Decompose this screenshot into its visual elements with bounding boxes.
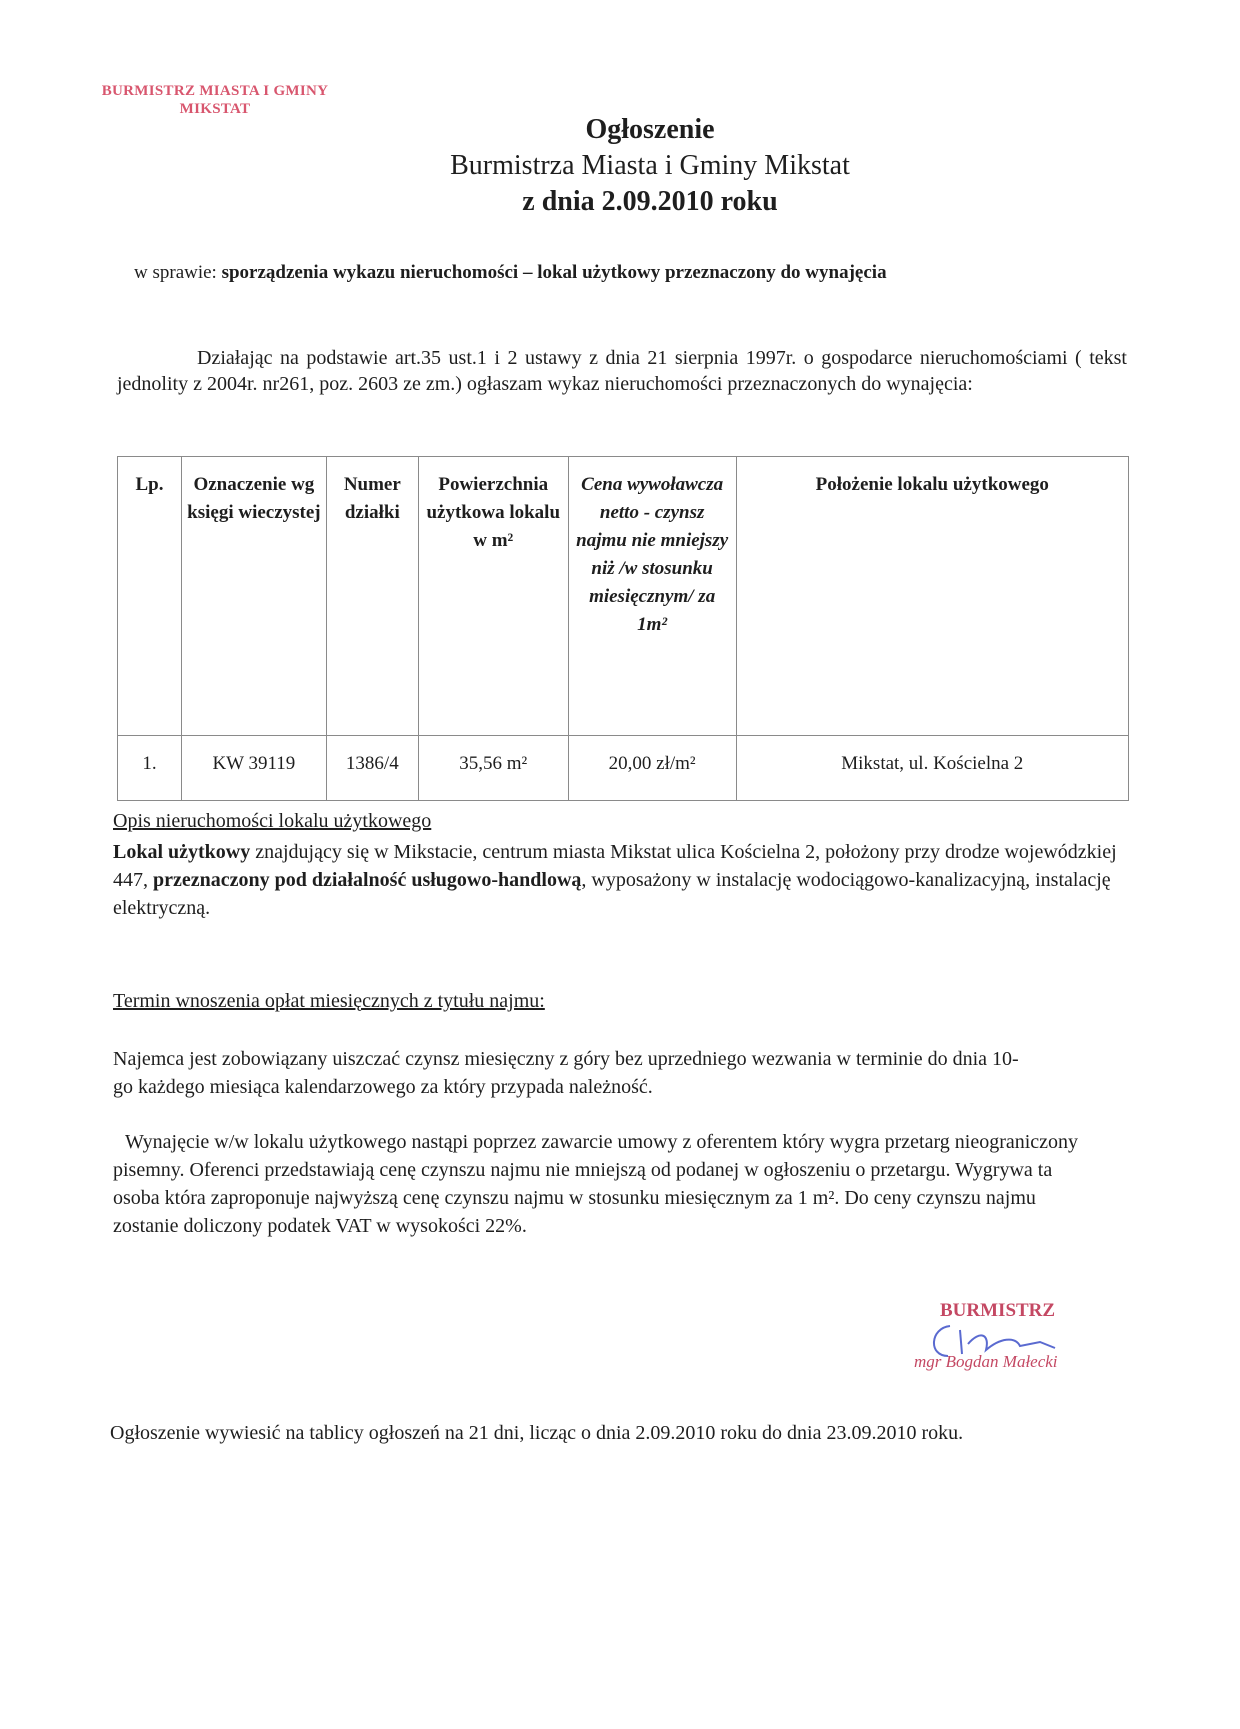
cell-cena: 20,00 zł/m² — [568, 736, 736, 801]
opis-text-2: , wyposażony w instalację wodociągowo-kanalizacyjną, instalację elektryczną. — [113, 869, 1111, 919]
termin-heading: Termin wnoszenia opłat miesięcznych z tytułu najmu: — [113, 990, 545, 1012]
subject-line — [134, 262, 887, 284]
cell-polozenie: Mikstat, ul. Kościelna 2 — [736, 736, 1128, 801]
signature-name: mgr Bogdan Małecki — [914, 1352, 1058, 1371]
cell-kw: KW 39119 — [181, 736, 326, 801]
cell-lp: 1. — [118, 736, 182, 801]
header-polozenie: Położenie lokalu użytkowego — [736, 457, 1128, 736]
opis-paragraph — [113, 838, 1128, 922]
document-title — [380, 112, 920, 220]
cell-dzialka: 1386/4 — [326, 736, 418, 801]
subject-text: sporządzenia wykazu nieruchomości – lokal użytkowy przeznaczony do wynajęcia — [221, 262, 887, 283]
title-line-2: Burmistrza Miasta i Gminy Mikstat — [450, 150, 850, 181]
signature-title: BURMISTRZ — [940, 1300, 1056, 1321]
stamp-line-2: MIKSTAT — [179, 101, 251, 117]
signature-stamp — [900, 1300, 1130, 1380]
table-row — [118, 736, 1129, 801]
title-line-1: Ogłoszenie — [585, 114, 715, 145]
property-table — [117, 456, 1129, 801]
opis-bold-2: przeznaczony pod działalność usługowo-handlową — [153, 869, 582, 891]
table-header-row — [118, 457, 1129, 736]
title-line-3: z dnia 2.09.2010 roku — [522, 186, 778, 217]
header-dzialka: Numer działki — [326, 457, 418, 736]
header-powierzchnia: Powierzchnia użytkowa lokalu w m² — [418, 457, 568, 736]
termin-paragraph-2: Wynajęcie w/w lokalu użytkowego nastąpi poprzez zawarcie umowy z oferentem który wygra przetarg nieograniczony pisemny. Oferenci przedstawiają cenę czynszu najmu nie mniejszą od podanej w ogłoszeniu o przetargu. Wygrywa ta osoba która zaproponuje najwyższą cenę czynszu najmu w stosunku miesięcznym za 1 m². Do ceny czynszu najmu zostanie doliczony podatek VAT w wysokości 22%. — [113, 1131, 1079, 1237]
header-cena: Cena wywoławcza netto - czynsz najmu nie mniejszy niż /w stosunku miesięcznym/ za 1m² — [568, 457, 736, 736]
header-lp: Lp. — [118, 457, 182, 736]
cell-powierzchnia: 35,56 m² — [418, 736, 568, 801]
intro-text: Działając na podstawie art.35 ust.1 i 2 ustawy z dnia 21 sierpnia 1997r. o gospodarce nieruchomościami ( tekst jednolity z 2004r. nr261, poz. 2603 ze zm.) ogłaszam wykaz nieruchomości przeznaczonych do wynajęcia: — [117, 347, 1127, 395]
opis-text-1: znajdujący się w Mikstacie, centrum miasta Mikstat ulica Kościelna 2, położony przy drodze wojewódzkiej 447, — [113, 841, 1117, 891]
intro-paragraph — [117, 345, 1127, 397]
opis-heading: Opis nieruchomości lokalu użytkowego — [113, 810, 432, 832]
subject-prefix: w sprawie: — [134, 262, 222, 283]
footer-note: Ogłoszenie wywiesić na tablicy ogłoszeń na 21 dni, licząc o dnia 2.09.2010 roku do dnia 23.09.2010 roku. — [110, 1422, 964, 1444]
header-kw: Oznaczenie wg księgi wieczystej — [181, 457, 326, 736]
termin-paragraph-1: Najemca jest zobowiązany uiszczać czynsz miesięczny z góry bez uprzedniego wezwania w terminie do dnia 10-go każdego miesiąca kalendarzowego za który przypada należność. — [113, 1048, 1019, 1098]
opis-bold-1: Lokal użytkowy — [113, 841, 251, 863]
office-stamp — [70, 82, 360, 118]
stamp-line-1: BURMISTRZ MIASTA I GMINY — [101, 83, 329, 99]
